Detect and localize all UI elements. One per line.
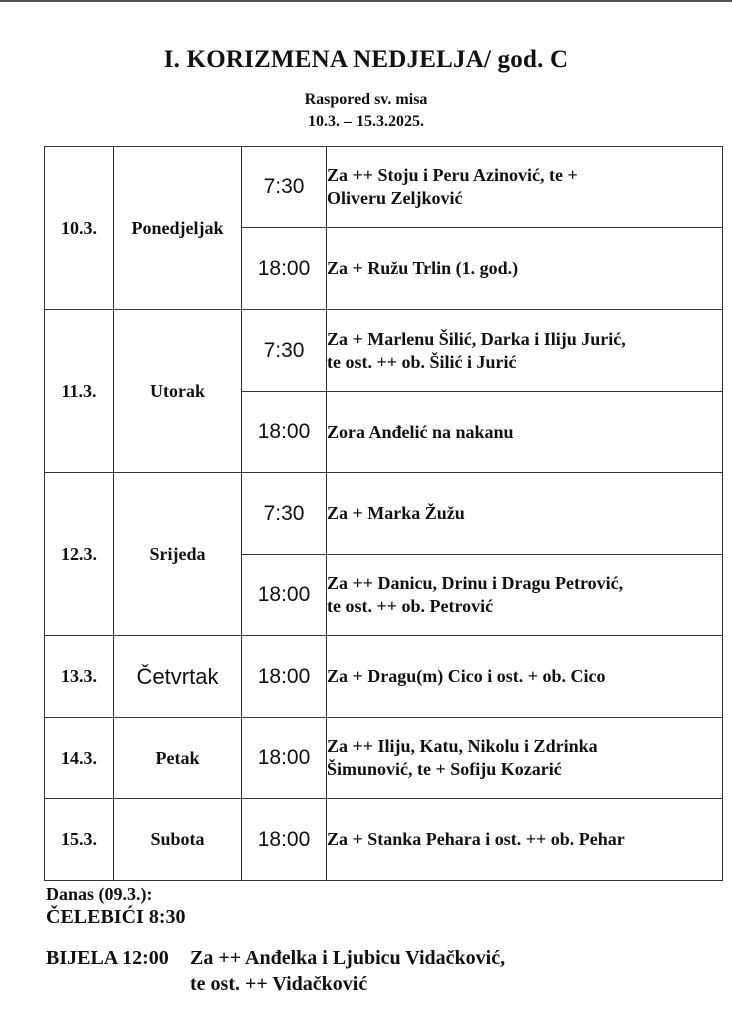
day-cell: Četvrtak: [114, 636, 242, 718]
bijela-label: BIJELA 12:00: [46, 947, 169, 969]
date-cell: 15.3.: [45, 799, 114, 881]
time-cell: 18:00: [242, 799, 327, 881]
day-cell: Srijeda: [114, 473, 242, 636]
day-cell: Ponedjeljak: [114, 147, 242, 310]
date-cell: 14.3.: [45, 718, 114, 799]
time-cell: 18:00: [242, 555, 327, 636]
intention-cell: Za + Ružu Trlin (1. god.): [327, 228, 723, 310]
mass-schedule-table: [44, 146, 723, 881]
intention-cell: Za + Dragu(m) Cico i ost. + ob. Cico: [327, 636, 723, 718]
intention-cell: Za ++ Stoju i Peru Azinović, te + Oliveru Zeljković: [327, 147, 723, 228]
day-cell: Petak: [114, 718, 242, 799]
table-row: [45, 799, 723, 881]
bijela-mass: [46, 945, 505, 997]
date-range: 10.3. – 15.3.2025.: [308, 113, 424, 130]
intention-cell: Za + Marlenu Šilić, Darka i Iliju Jurić, te ost. ++ ob. Šilić i Jurić: [327, 310, 723, 392]
intention-cell: Za + Stanka Pehara i ost. ++ ob. Pehar: [327, 799, 723, 881]
time-cell: 18:00: [242, 392, 327, 473]
time-cell: 7:30: [242, 147, 327, 228]
page-subtitle: Raspored sv. misa: [304, 91, 428, 108]
date-cell: 13.3.: [45, 636, 114, 718]
time-cell: 7:30: [242, 473, 327, 555]
celebici-mass: ČELEBIĆI 8:30: [46, 906, 186, 928]
table-row: [45, 718, 723, 799]
time-cell: 18:00: [242, 718, 327, 799]
date-cell: 12.3.: [45, 473, 114, 636]
bijela-intention-line: Za ++ Anđelka i Ljubicu Vidačković,: [190, 947, 506, 969]
time-cell: 18:00: [242, 636, 327, 718]
today-label: Danas (09.3.):: [46, 884, 153, 904]
table-row: [45, 473, 723, 555]
intention-cell: Zora Anđelić na nakanu: [327, 392, 723, 473]
intention-cell: Za + Marka Žužu: [327, 473, 723, 555]
day-cell: Utorak: [114, 310, 242, 473]
top-border-line: [0, 0, 732, 2]
table-row: [45, 147, 723, 228]
day-cell: Subota: [114, 799, 242, 881]
table-row: [45, 310, 723, 392]
page-title: I. KORIZMENA NEDJELJA/ god. C: [163, 46, 569, 73]
date-cell: 10.3.: [45, 147, 114, 310]
bijela-intention-line: te ost. ++ Vidačković: [190, 973, 368, 995]
time-cell: 18:00: [242, 228, 327, 310]
table-row: [45, 636, 723, 718]
intention-cell: Za ++ Danicu, Drinu i Dragu Petrović, te ost. ++ ob. Petrović: [327, 555, 723, 636]
time-cell: 7:30: [242, 310, 327, 392]
intention-cell: Za ++ Iliju, Katu, Nikolu i Zdrinka Šimunović, te + Sofiju Kozarić: [327, 718, 723, 799]
date-cell: 11.3.: [45, 310, 114, 473]
